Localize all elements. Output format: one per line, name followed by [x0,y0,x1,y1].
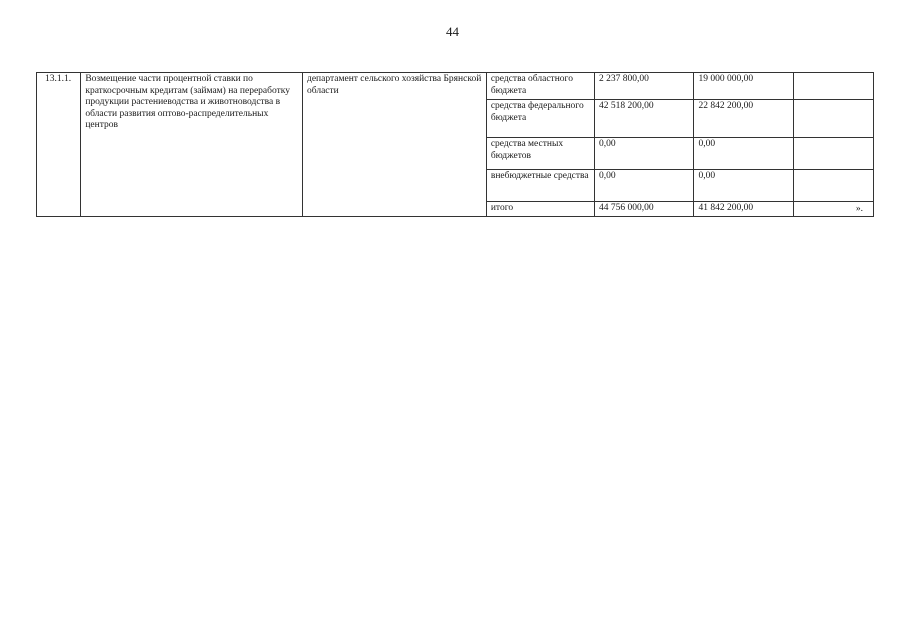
item-name: Возмещение части процентной ставки по краткосрочным кредитам (займам) на переработку продукции растениеводства и животноводства в области развития оптово-распределительных центров [81,73,303,217]
funding-source-total: итого [486,202,594,217]
funding-source: средства областного бюджета [486,73,594,100]
amount-cell: 42 518 200,00 [594,100,693,138]
amount-cell: 0,00 [694,138,793,170]
item-number: 13.1.1. [37,73,81,217]
amount-cell: 2 237 800,00 [594,73,693,100]
empty-cell [793,73,873,100]
total-amount-cell: 44 756 000,00 [594,202,693,217]
page-number: 44 [446,24,459,39]
responsible-executor: департамент сельского хозяйства Брянской области [303,73,487,217]
empty-cell [793,170,873,202]
empty-cell [793,100,873,138]
amount-cell: 0,00 [594,138,693,170]
table-row [37,73,874,100]
empty-cell [793,138,873,170]
funding-source: средства местных бюджетов [486,138,594,170]
amount-cell: 22 842 200,00 [694,100,793,138]
budget-table [36,72,874,217]
funding-source: средства федерального бюджета [486,100,594,138]
total-amount-cell: 41 842 200,00 [694,202,793,217]
amount-cell: 19 000 000,00 [694,73,793,100]
closing-quote-mark: ». [793,202,873,217]
amount-cell: 0,00 [594,170,693,202]
funding-source: внебюджетные средства [486,170,594,202]
amount-cell: 0,00 [694,170,793,202]
